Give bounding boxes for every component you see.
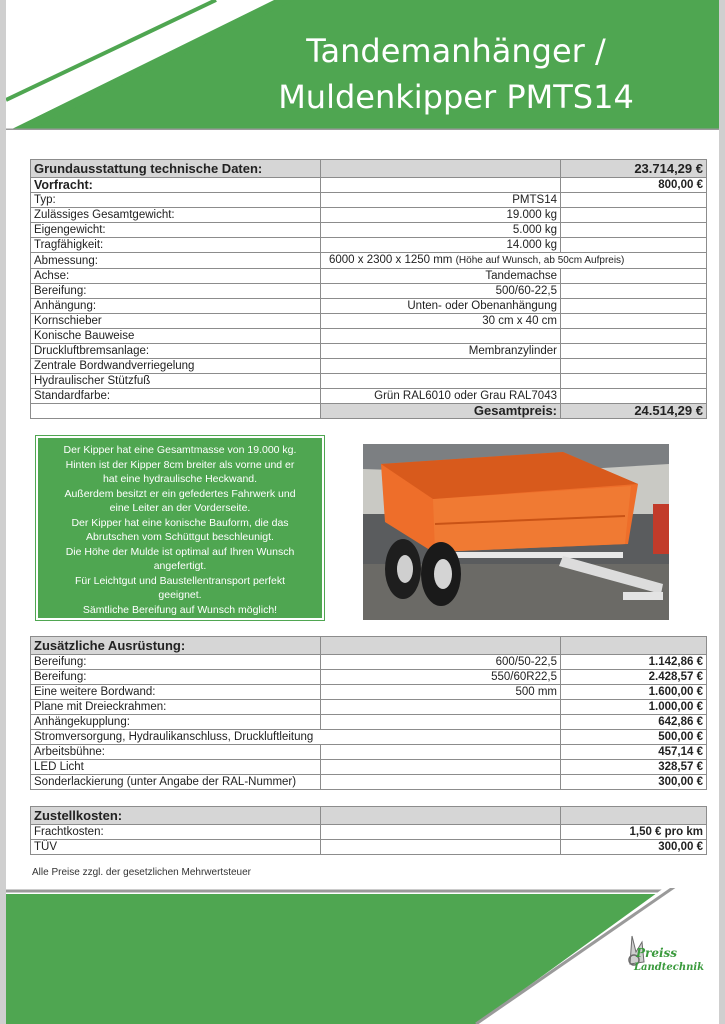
- description-line: Außerdem besitzt er ein gefedertes Fahrwerk und: [64, 487, 296, 500]
- extras-label: Bereifung:: [31, 670, 321, 685]
- spec-value: Unten- oder Obenanhängung: [321, 299, 561, 314]
- extras-value: 500 mm: [321, 685, 561, 700]
- extras-price: 1.600,00 €: [561, 685, 707, 700]
- spec-value: Membranzylinder: [321, 344, 561, 359]
- extras-label: Arbeitsbühne:: [31, 745, 321, 760]
- spec-label: Abmessung:: [31, 253, 321, 269]
- extras-value: [321, 715, 561, 730]
- extras-price: 328,57 €: [561, 760, 707, 775]
- spec-label: Anhängung:: [31, 299, 321, 314]
- extras-price: 1.000,00 €: [561, 700, 707, 715]
- spec-label: Konische Bauweise: [31, 329, 321, 344]
- description-line: Sämtliche Bereifung auf Wunsch möglich!: [82, 603, 278, 616]
- extras-row: [31, 700, 707, 715]
- spec-value: 19.000 kg: [321, 208, 561, 223]
- extras-row: [31, 715, 707, 730]
- extras-row: [31, 730, 707, 745]
- footer-banner: [6, 888, 719, 1024]
- extras-row: [31, 685, 707, 700]
- extras-value: 600/50-22,5: [321, 655, 561, 670]
- description-line: Hinten ist der Kipper 8cm breiter als vorne und er: [65, 458, 295, 471]
- extras-price: 457,14 €: [561, 745, 707, 760]
- delivery-table: [30, 806, 707, 855]
- spec-value: [321, 374, 561, 389]
- delivery-price: 300,00 €: [561, 840, 707, 855]
- page-title: [196, 28, 716, 120]
- spec-label: Zulässiges Gesamtgewicht:: [31, 208, 321, 223]
- spec-row: [31, 284, 707, 299]
- base-equipment-table: [30, 159, 707, 419]
- extras-header-label: Zusätzliche Ausrüstung:: [31, 637, 321, 655]
- extras-table: [30, 636, 707, 790]
- description-line: geeignet.: [158, 589, 202, 601]
- base-header-row: [31, 160, 707, 178]
- vat-note: Alle Preise zzgl. der gesetzlichen Mehrwertsteuer: [32, 867, 251, 878]
- extras-label: Eine weitere Bordwand:: [31, 685, 321, 700]
- spec-label: Hydraulischer Stützfuß: [31, 374, 321, 389]
- extras-price: 642,86 €: [561, 715, 707, 730]
- delivery-header-row: [31, 807, 707, 825]
- spec-value: Tandemachse: [321, 269, 561, 284]
- extras-price: 300,00 €: [561, 775, 707, 790]
- extras-label: Anhängekupplung:: [31, 715, 321, 730]
- logo-text-preiss: Preiss: [636, 946, 678, 960]
- extras-value: [321, 775, 561, 790]
- trailer-photo: [363, 444, 669, 620]
- company-logo: [618, 932, 718, 988]
- freight-price: 800,00 €: [561, 178, 707, 193]
- extras-price: 2.428,57 €: [561, 670, 707, 685]
- description-line: Die Höhe der Mulde ist optimal auf Ihren Wunsch: [65, 545, 295, 558]
- extras-header-row: [31, 637, 707, 655]
- delivery-label: TÜV: [31, 840, 321, 855]
- dimension-extra: (Höhe auf Wunsch, ab 50cm Aufpreis): [455, 255, 625, 266]
- spec-label: Eigengewicht:: [31, 223, 321, 238]
- spec-value: Grün RAL6010 oder Grau RAL7043: [321, 389, 561, 404]
- extras-value: [321, 760, 561, 775]
- delivery-header-label: Zustellkosten:: [31, 807, 321, 825]
- description-line: Der Kipper hat eine Gesamtmasse von 19.000 kg.: [63, 444, 297, 456]
- description-line: Der Kipper hat eine konische Bauform, die das: [71, 516, 289, 529]
- spec-row: [31, 193, 707, 208]
- spec-row: [31, 389, 707, 404]
- description-line: Abrutschen vom Schüttgut beschleunigt.: [86, 531, 274, 543]
- spec-value: 30 cm x 40 cm: [321, 314, 561, 329]
- extras-row: [31, 670, 707, 685]
- total-label: Gesamtpreis:: [321, 404, 561, 419]
- delivery-value: [321, 825, 561, 840]
- spec-row: [31, 314, 707, 329]
- base-header-price: 23.714,29 €: [561, 160, 707, 178]
- extras-value: [321, 745, 561, 760]
- description-line: hat eine hydraulische Heckwand.: [102, 473, 258, 485]
- freight-label: Vorfracht:: [31, 178, 321, 193]
- spec-value: 14.000 kg: [321, 238, 561, 253]
- extras-row: [31, 775, 707, 790]
- delivery-price: 1,50 € pro km: [561, 825, 707, 840]
- delivery-row: [31, 840, 707, 855]
- extras-price: 1.142,86 €: [561, 655, 707, 670]
- extras-label: Stromversorgung, Hydraulikanschluss, Druckluftleitung: [31, 730, 561, 745]
- description-box: [36, 436, 324, 620]
- spec-label: Druckluftbremsanlage:: [31, 344, 321, 359]
- spec-row: [31, 238, 707, 253]
- description-line: eine Leiter an der Vorderseite.: [109, 502, 251, 514]
- extras-value: [321, 700, 561, 715]
- document-page: [6, 0, 719, 1024]
- extras-row: [31, 745, 707, 760]
- spec-row: [31, 374, 707, 389]
- spec-label: Typ:: [31, 193, 321, 208]
- spec-row: [31, 329, 707, 344]
- spec-row: [31, 223, 707, 238]
- spec-value-dimension: [321, 253, 707, 269]
- extras-row: [31, 760, 707, 775]
- spec-value: [321, 329, 561, 344]
- spec-label: Bereifung:: [31, 284, 321, 299]
- spec-row: [31, 344, 707, 359]
- spec-label: Standardfarbe:: [31, 389, 321, 404]
- spec-label: Kornschieber: [31, 314, 321, 329]
- extras-label: Bereifung:: [31, 655, 321, 670]
- freight-row: [31, 178, 707, 193]
- extras-row: [31, 655, 707, 670]
- description-line: angefertigt.: [153, 560, 207, 572]
- spec-row: [31, 253, 707, 269]
- spec-row: [31, 208, 707, 223]
- extras-value: 550/60R22,5: [321, 670, 561, 685]
- spec-row: [31, 299, 707, 314]
- spec-value: 500/60-22,5: [321, 284, 561, 299]
- extras-price: 500,00 €: [561, 730, 707, 745]
- extras-label: Sonderlackierung (unter Angabe der RAL-Nummer): [31, 775, 321, 790]
- delivery-value: [321, 840, 561, 855]
- total-price: 24.514,29 €: [561, 404, 707, 419]
- spec-value: PMTS14: [321, 193, 561, 208]
- total-row: [31, 404, 707, 419]
- delivery-row: [31, 825, 707, 840]
- extras-label: Plane mit Dreieckrahmen:: [31, 700, 321, 715]
- spec-label: Zentrale Bordwandverriegelung: [31, 359, 321, 374]
- spec-value: 5.000 kg: [321, 223, 561, 238]
- spec-label: Tragfähigkeit:: [31, 238, 321, 253]
- title-line-1: Tandemanhänger /: [306, 32, 606, 70]
- logo-text-landtechnik: Landtechnik: [634, 962, 705, 973]
- dimension-value: 6000 x 2300 x 1250 mm: [329, 254, 453, 266]
- spec-value: [321, 359, 561, 374]
- spec-row: [31, 359, 707, 374]
- spec-label: Achse:: [31, 269, 321, 284]
- description-line: Für Leichtgut und Baustellentransport perfekt: [74, 574, 286, 587]
- base-header-label: Grundausstattung technische Daten:: [31, 160, 321, 178]
- extras-label: LED Licht: [31, 760, 321, 775]
- spec-row: [31, 269, 707, 284]
- title-line-2: Muldenkipper PMTS14: [278, 78, 634, 116]
- delivery-label: Frachtkosten:: [31, 825, 321, 840]
